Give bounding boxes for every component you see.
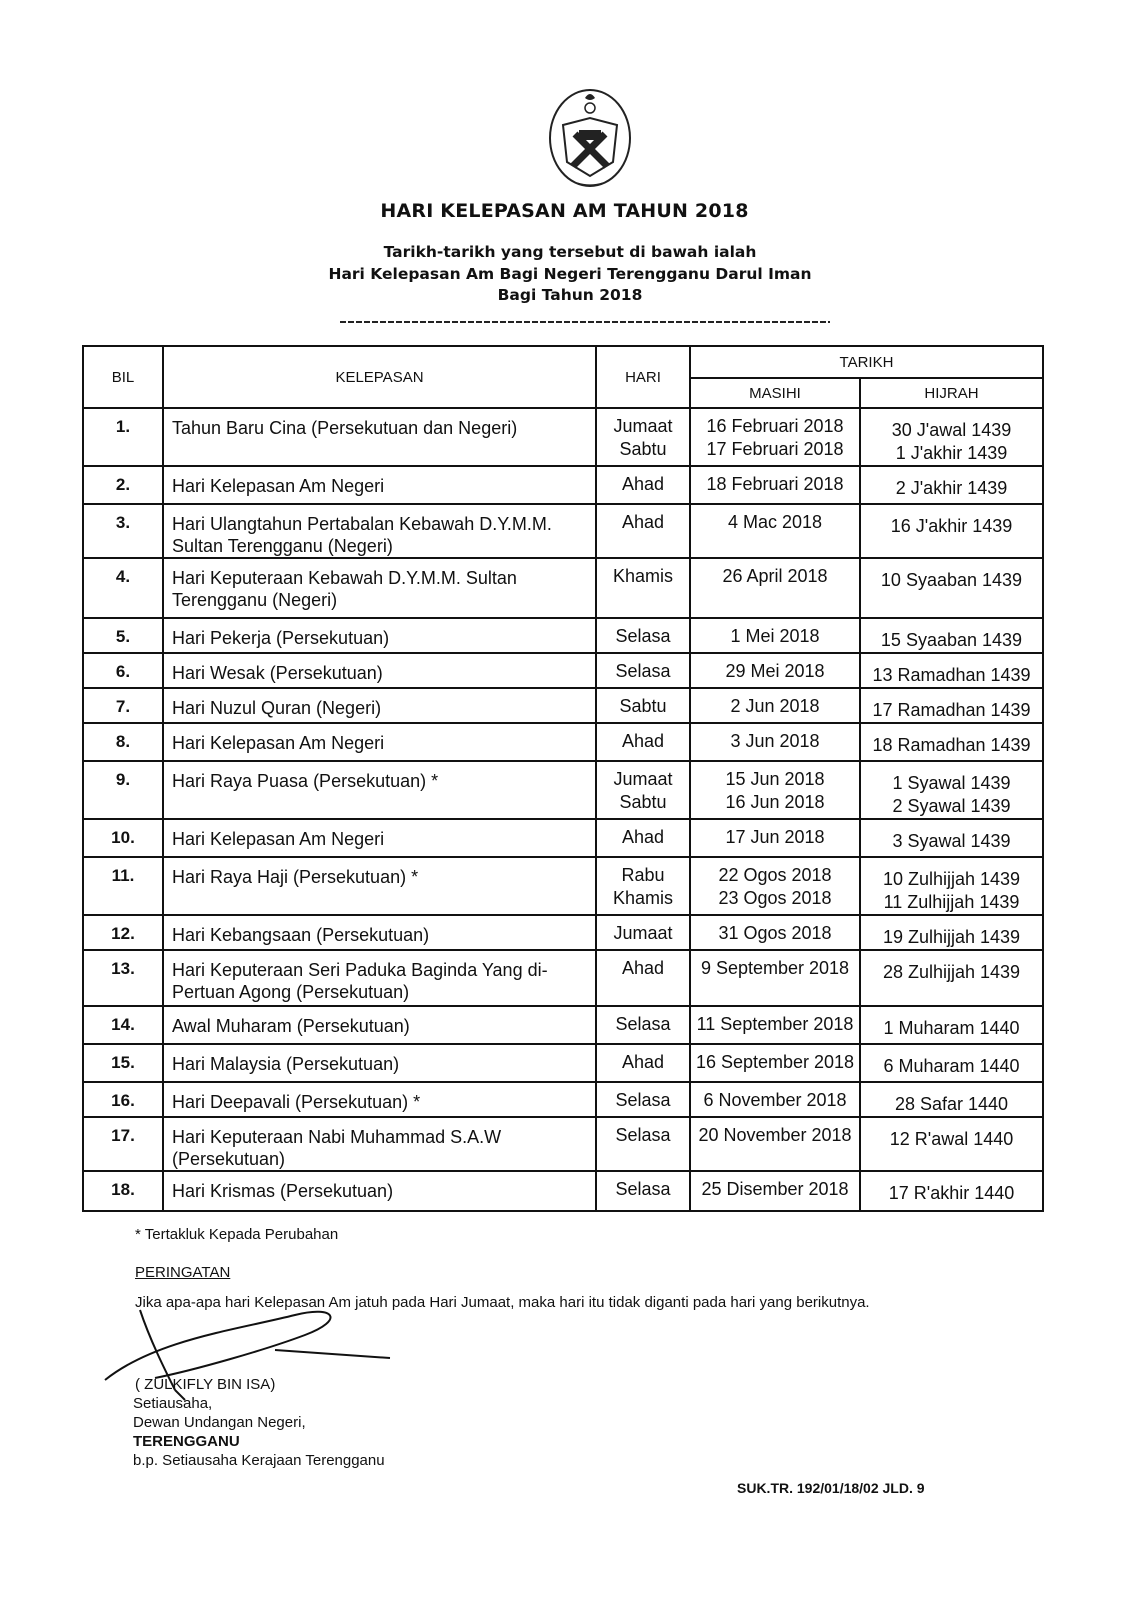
hijrah-value: 11 Zulhijjah 1439 — [883, 892, 1020, 912]
cell-masihi — [690, 618, 860, 653]
hijrah-value: 18 Ramadhan 1439 — [872, 735, 1031, 755]
cell-hari — [596, 653, 690, 688]
holiday-name: Tahun Baru Cina (Persekutuan dan Negeri) — [163, 408, 596, 466]
holiday-name: Hari Nuzul Quran (Negeri) — [163, 688, 596, 723]
row-number: 15. — [83, 1044, 163, 1082]
masihi-value: 11 September 2018 — [696, 1014, 854, 1034]
masihi-value: 26 April 2018 — [722, 566, 828, 586]
cell-hijrah — [860, 1006, 1043, 1044]
masihi-value: 16 September 2018 — [695, 1052, 855, 1072]
masihi-value: 16 Jun 2018 — [725, 792, 825, 812]
hari-value: Selasa — [615, 661, 671, 681]
cell-hari — [596, 1082, 690, 1117]
holiday-name: Hari Pekerja (Persekutuan) — [163, 618, 596, 653]
row-number: 8. — [83, 723, 163, 761]
holiday-name: Hari Kelepasan Am Negeri — [163, 819, 596, 857]
holiday-name: Hari Krismas (Persekutuan) — [163, 1171, 596, 1211]
row-number: 12. — [83, 915, 163, 950]
hari-value: Rabu — [621, 865, 665, 885]
signatory-line-2: Dewan Undangan Negeri, — [133, 1414, 306, 1431]
cell-masihi — [690, 408, 860, 466]
hijrah-value: 1 Muharam 1440 — [883, 1018, 1020, 1038]
decorative-divider — [340, 321, 830, 323]
cell-masihi — [690, 558, 860, 618]
cell-hari — [596, 1171, 690, 1211]
cell-masihi — [690, 950, 860, 1006]
row-number: 3. — [83, 504, 163, 558]
masihi-value: 17 Februari 2018 — [706, 439, 844, 459]
hijrah-value: 2 J'akhir 1439 — [895, 478, 1008, 498]
reference-number: SUK.TR. 192/01/18/02 JLD. 9 — [737, 1480, 925, 1496]
masihi-value: 9 September 2018 — [700, 958, 850, 978]
hari-value: Ahad — [621, 731, 665, 751]
cell-hari — [596, 1117, 690, 1171]
cell-hijrah — [860, 466, 1043, 504]
cell-hari — [596, 915, 690, 950]
masihi-value: 31 Ogos 2018 — [718, 923, 832, 943]
hari-value: Khamis — [612, 566, 674, 586]
hari-value: Selasa — [615, 1125, 671, 1145]
table-row — [83, 857, 1043, 915]
cell-hijrah — [860, 915, 1043, 950]
cell-masihi — [690, 504, 860, 558]
holiday-name: Hari Keputeraan Nabi Muhammad S.A.W (Persekutuan) — [163, 1117, 596, 1171]
hari-value: Ahad — [621, 827, 665, 847]
hijrah-value: 28 Safar 1440 — [894, 1094, 1009, 1114]
row-number: 13. — [83, 950, 163, 1006]
cell-masihi — [690, 819, 860, 857]
masihi-value: 6 November 2018 — [703, 1090, 847, 1110]
hari-value: Jumaat — [613, 416, 673, 436]
holiday-table — [82, 345, 1044, 1212]
hari-value: Selasa — [615, 1090, 671, 1110]
holiday-name: Hari Ulangtahun Pertabalan Kebawah D.Y.M.M. Sultan Terengganu (Negeri) — [163, 504, 596, 558]
hijrah-value: 17 R'akhir 1440 — [888, 1183, 1015, 1203]
row-number: 2. — [83, 466, 163, 504]
hari-value: Sabtu — [619, 792, 667, 812]
cell-hari — [596, 408, 690, 466]
cell-hari — [596, 1044, 690, 1082]
hijrah-value: 3 Syawal 1439 — [892, 831, 1011, 851]
hari-value: Ahad — [621, 474, 665, 494]
row-number: 1. — [83, 408, 163, 466]
cell-hijrah — [860, 950, 1043, 1006]
hari-value: Sabtu — [619, 696, 667, 716]
holiday-name: Hari Kelepasan Am Negeri — [163, 723, 596, 761]
holiday-name: Hari Keputeraan Seri Paduka Baginda Yang di-Pertuan Agong (Persekutuan) — [163, 950, 596, 1006]
row-number: 6. — [83, 653, 163, 688]
cell-masihi — [690, 1117, 860, 1171]
cell-hijrah — [860, 761, 1043, 819]
table-row — [83, 915, 1043, 950]
cell-masihi — [690, 1171, 860, 1211]
table-row — [83, 618, 1043, 653]
cell-masihi — [690, 653, 860, 688]
holiday-name: Hari Kelepasan Am Negeri — [163, 466, 596, 504]
cell-hari — [596, 819, 690, 857]
cell-masihi — [690, 761, 860, 819]
header-hijrah: HIJRAH — [860, 378, 1043, 408]
row-number: 18. — [83, 1171, 163, 1211]
cell-hari — [596, 618, 690, 653]
hari-value: Ahad — [621, 958, 665, 978]
row-number: 4. — [83, 558, 163, 618]
signatory-line-3: TERENGGANU — [133, 1433, 240, 1450]
cell-hijrah — [860, 558, 1043, 618]
cell-hari — [596, 504, 690, 558]
cell-hijrah — [860, 1117, 1043, 1171]
masihi-value: 16 Februari 2018 — [706, 416, 844, 436]
hijrah-value: 15 Syaaban 1439 — [880, 630, 1023, 650]
subtitle-line-2: Hari Kelepasan Am Bagi Negeri Terengganu Darul Iman — [328, 265, 812, 283]
row-number: 5. — [83, 618, 163, 653]
holiday-name: Hari Malaysia (Persekutuan) — [163, 1044, 596, 1082]
signatory-line-1: Setiausaha, — [133, 1395, 213, 1412]
cell-hijrah — [860, 723, 1043, 761]
row-number: 9. — [83, 761, 163, 819]
masihi-value: 4 Mac 2018 — [727, 512, 823, 532]
cell-hijrah — [860, 688, 1043, 723]
masihi-value: 18 Februari 2018 — [706, 474, 844, 494]
table-row — [83, 1044, 1043, 1082]
table-row — [83, 408, 1043, 466]
hari-value: Selasa — [615, 626, 671, 646]
subtitle-line-3: Bagi Tahun 2018 — [497, 286, 643, 304]
holiday-name: Hari Raya Haji (Persekutuan) * — [163, 857, 596, 915]
hijrah-value: 13 Ramadhan 1439 — [872, 665, 1031, 685]
hijrah-value: 30 J'awal 1439 — [891, 420, 1012, 440]
table-row — [83, 1082, 1043, 1117]
signatory-name: ( ZULKIFLY BIN ISA) — [135, 1376, 276, 1393]
row-number: 7. — [83, 688, 163, 723]
holiday-name: Hari Raya Puasa (Persekutuan) * — [163, 761, 596, 819]
cell-masihi — [690, 688, 860, 723]
hijrah-value: 12 R'awal 1440 — [889, 1129, 1014, 1149]
header-tarikh: TARIKH — [690, 346, 1043, 378]
cell-masihi — [690, 1082, 860, 1117]
table-row — [83, 723, 1043, 761]
masihi-value: 25 Disember 2018 — [701, 1179, 849, 1199]
cell-hari — [596, 688, 690, 723]
cell-masihi — [690, 466, 860, 504]
cell-masihi — [690, 915, 860, 950]
cell-hijrah — [860, 408, 1043, 466]
table-row — [83, 819, 1043, 857]
masihi-value: 29 Mei 2018 — [725, 661, 825, 681]
table-row — [83, 1171, 1043, 1211]
header-masihi: MASIHI — [690, 378, 860, 408]
footnote: * Tertakluk Kepada Perubahan — [135, 1226, 339, 1243]
hijrah-value: 1 J'akhir 1439 — [895, 443, 1008, 463]
cell-hijrah — [860, 819, 1043, 857]
table-row — [83, 504, 1043, 558]
masihi-value: 22 Ogos 2018 — [718, 865, 832, 885]
row-number: 10. — [83, 819, 163, 857]
hijrah-value: 1 Syawal 1439 — [892, 773, 1011, 793]
cell-masihi — [690, 723, 860, 761]
table-row — [83, 950, 1043, 1006]
holiday-name: Awal Muharam (Persekutuan) — [163, 1006, 596, 1044]
hari-value: Ahad — [621, 1052, 665, 1072]
hari-value: Selasa — [615, 1179, 671, 1199]
row-number: 16. — [83, 1082, 163, 1117]
cell-hijrah — [860, 1171, 1043, 1211]
table-row — [83, 653, 1043, 688]
hijrah-value: 6 Muharam 1440 — [883, 1056, 1020, 1076]
holiday-name: Hari Keputeraan Kebawah D.Y.M.M. Sultan Terengganu (Negeri) — [163, 558, 596, 618]
cell-masihi — [690, 1044, 860, 1082]
cell-masihi — [690, 857, 860, 915]
cell-hari — [596, 466, 690, 504]
cell-hijrah — [860, 504, 1043, 558]
header-hari: HARI — [596, 346, 690, 408]
hijrah-value: 10 Syaaban 1439 — [880, 570, 1023, 590]
cell-hari — [596, 857, 690, 915]
hijrah-value: 16 J'akhir 1439 — [890, 516, 1013, 536]
masihi-value: 2 Jun 2018 — [730, 696, 820, 716]
hijrah-value: 10 Zulhijjah 1439 — [882, 869, 1021, 889]
hari-value: Ahad — [621, 512, 665, 532]
hijrah-value: 17 Ramadhan 1439 — [872, 700, 1031, 720]
hari-value: Selasa — [615, 1014, 671, 1034]
holiday-name: Hari Wesak (Persekutuan) — [163, 653, 596, 688]
cell-hari — [596, 761, 690, 819]
masihi-value: 17 Jun 2018 — [725, 827, 825, 847]
reminder-text: Jika apa-apa hari Kelepasan Am jatuh pada Hari Jumaat, maka hari itu tidak diganti pada hari yang berikutnya. — [135, 1294, 870, 1311]
header-bil: BIL — [83, 346, 163, 408]
hijrah-value: 19 Zulhijjah 1439 — [882, 927, 1021, 947]
cell-hari — [596, 723, 690, 761]
reminder-heading: PERINGATAN — [135, 1264, 231, 1281]
row-number: 14. — [83, 1006, 163, 1044]
holiday-name: Hari Deepavali (Persekutuan) * — [163, 1082, 596, 1117]
cell-hijrah — [860, 1044, 1043, 1082]
table-row — [83, 1117, 1043, 1171]
table-row — [83, 688, 1043, 723]
row-number: 17. — [83, 1117, 163, 1171]
cell-hijrah — [860, 857, 1043, 915]
table-row — [83, 1006, 1043, 1044]
masihi-value: 1 Mei 2018 — [730, 626, 820, 646]
hari-value: Jumaat — [613, 769, 673, 789]
subtitle-line-1: Tarikh-tarikh yang tersebut di bawah ialah — [383, 243, 757, 261]
cell-hari — [596, 950, 690, 1006]
header-kelepasan: KELEPASAN — [163, 346, 596, 408]
cell-hari — [596, 1006, 690, 1044]
holiday-name: Hari Kebangsaan (Persekutuan) — [163, 915, 596, 950]
handwritten-signature — [95, 1300, 455, 1410]
table-row — [83, 466, 1043, 504]
cell-hari — [596, 558, 690, 618]
state-crest-emblem — [545, 80, 635, 190]
signatory-line-4: b.p. Setiausaha Kerajaan Terengganu — [133, 1452, 385, 1469]
masihi-value: 15 Jun 2018 — [725, 769, 825, 789]
table-row — [83, 558, 1043, 618]
cell-hijrah — [860, 618, 1043, 653]
hijrah-value: 28 Zulhijjah 1439 — [882, 962, 1021, 982]
row-number: 11. — [83, 857, 163, 915]
hari-value: Khamis — [612, 888, 674, 908]
masihi-value: 23 Ogos 2018 — [718, 888, 832, 908]
masihi-value: 3 Jun 2018 — [730, 731, 820, 751]
cell-hijrah — [860, 653, 1043, 688]
hari-value: Jumaat — [613, 923, 673, 943]
hijrah-value: 2 Syawal 1439 — [892, 796, 1011, 816]
cell-masihi — [690, 1006, 860, 1044]
document-title: HARI KELEPASAN AM TAHUN 2018 — [380, 200, 749, 222]
hari-value: Sabtu — [619, 439, 667, 459]
table-row — [83, 761, 1043, 819]
masihi-value: 20 November 2018 — [698, 1125, 852, 1145]
cell-hijrah — [860, 1082, 1043, 1117]
